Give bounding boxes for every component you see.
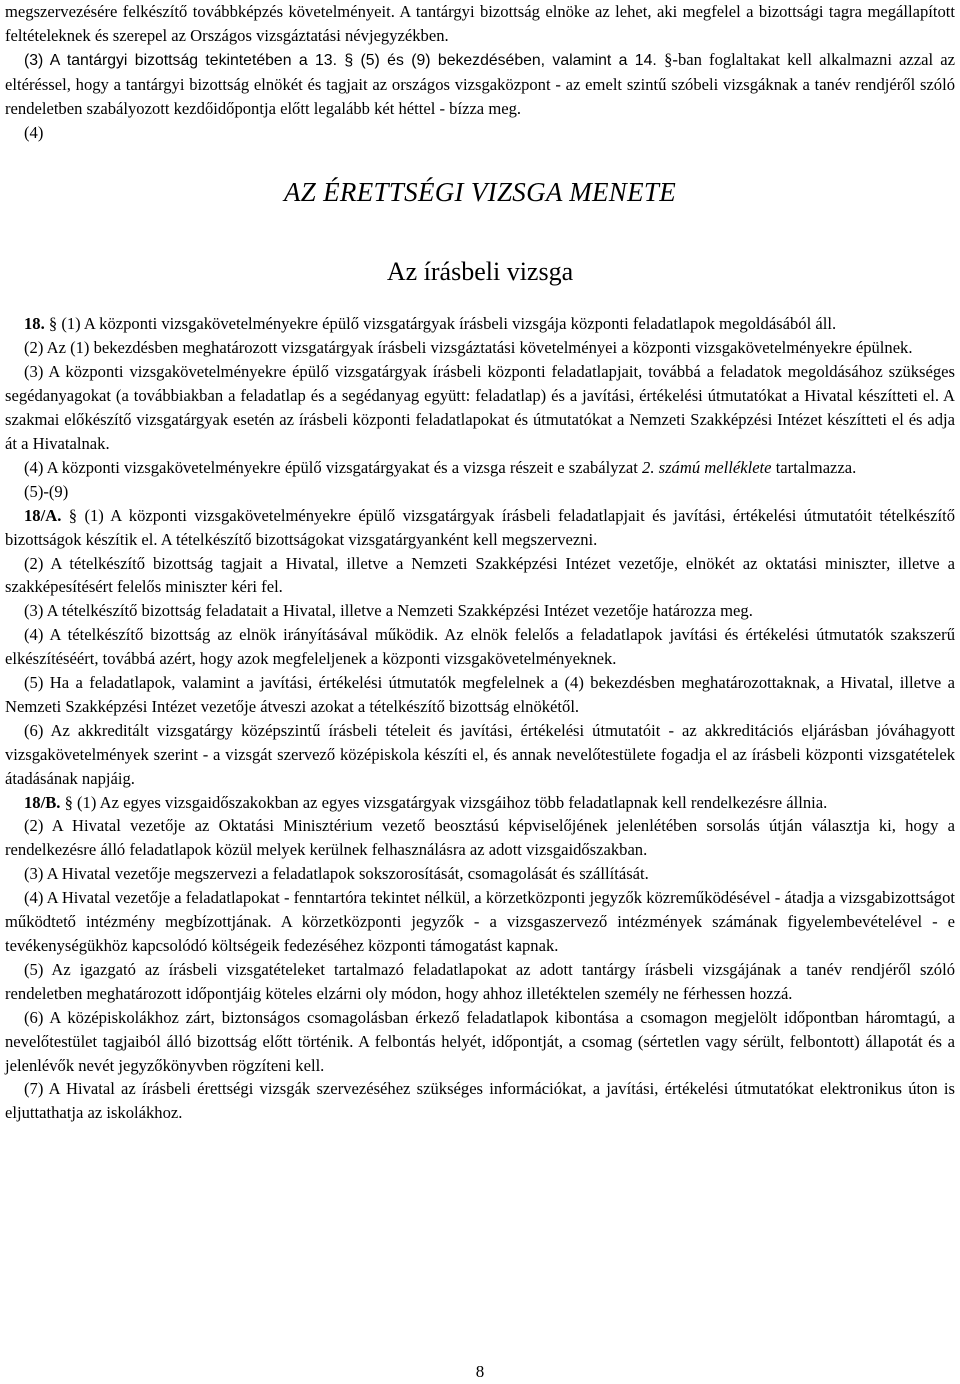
paragraph-text-sans: (3) A tantárgyi bizottság tekintetében a 13. § (5) és (9) bekezdésében, valamint a 14. bbox=[24, 51, 665, 69]
paragraph-text: (4) bbox=[24, 122, 44, 142]
section-title: AZ ÉRETTSÉGI VIZSGA MENETE bbox=[283, 177, 677, 208]
paragraph-text: (2) A Hivatal vezetője az Oktatási Minisztérium vezető beosztású képviselőjének jelenlétében sorsolás útján választja ki, hogy a rendelkezésre álló feladatlapok közül melyek kerülnek felhasználásra az adott vizsgaidőszakban. bbox=[5, 816, 955, 860]
section-18b-paragraph-4 bbox=[5, 886, 955, 958]
paragraph-text: (5) Ha a feladatlapok, valamint a javítási, értékelési útmutatók megfelelnek a (4) bekezdésben meghatározottaknak, a Hivatal, illetve a Nemzeti Szakképzési Intézet vezetője átveszi azokat a tételkészítő bizottság elnökétől. bbox=[5, 673, 955, 716]
paragraph-text: (4) A Hivatal vezetője a feladatlapokat - fenntartóra tekintet nélkül, a körzetközponti jegyzők közreműködésével - átadja a vizsgabizottságot működtető intézmény megbízottjának. A körzetközponti jegyzők - a vizsgaszervező intézmények számának figyelembevételével - e tevékenységükhöz kapcsolódó költségeik fedezéséhez központi támogatást kapnak. bbox=[5, 888, 955, 955]
paragraph-text: (6) A középiskolákhoz zárt, biztonságos csomagolásban érkező feladatlapok kibontása a csomagon megjelölt időpontban háromtagú, a nevelőtestület tagjaiból álló bizottság előtt történik. A felbontás helyét, időpontját, a csomag (sértetlen vagy sérült, felbontott) állapotát és a jelenlévők nevét jegyzőkönyvben rögzíteni kell. bbox=[5, 1007, 955, 1075]
section-18-paragraph-2 bbox=[5, 336, 955, 360]
paragraph-text: (3) A tételkészítő bizottság feladatait a Hivatal, illetve a Nemzeti Szakképzési Intézet vezetője határozza meg. bbox=[24, 601, 753, 621]
section-18b-paragraph-1 bbox=[5, 791, 955, 815]
section-18b-paragraph-3 bbox=[5, 862, 955, 886]
annex-reference: 2. számú melléklete bbox=[642, 457, 772, 477]
page-number: 8 bbox=[475, 1362, 485, 1381]
section-18b-paragraph-7 bbox=[5, 1077, 955, 1125]
paragraph-text: tartalmazza. bbox=[771, 457, 857, 477]
section-18b-paragraph-6 bbox=[5, 1006, 955, 1078]
paragraph-intro bbox=[5, 0, 955, 48]
section-18-paragraph-3 bbox=[5, 360, 955, 456]
paragraph-text: § (1) Az egyes vizsgaidőszakokban az egyes vizsgatárgyak vizsgáihoz több feladatlapnak kell rendelkezésre állnia. bbox=[60, 792, 828, 812]
section-number: 18. bbox=[24, 314, 45, 334]
paragraph-text: (7) A Hivatal az írásbeli érettségi vizsgák szervezéséhez szükséges információkat, a javítási, értékelési útmutatókat elektronikus úton is eljuttathatja az iskolákhoz. bbox=[5, 1079, 955, 1123]
section-18a-paragraph-1 bbox=[5, 504, 955, 552]
section-number: 18/A. bbox=[24, 505, 62, 525]
paragraph-text: (4) A központi vizsgakövetelményekre épülő vizsgatárgyakat és a vizsga részeit e szabályzat bbox=[24, 457, 643, 477]
paragraph-text: (5)-(9) bbox=[24, 481, 69, 501]
section-18a-paragraph-2 bbox=[5, 552, 955, 600]
paragraph-text: (2) A tételkészítő bizottság tagjait a Hivatal, illetve a Nemzeti Szakképzési Intézet vezetője, elnökét az oktatási miniszter, illetve a szakképesítésért felelős miniszter kéri fel. bbox=[5, 553, 955, 597]
paragraph-text: (4) A tételkészítő bizottság az elnök irányításával működik. Az elnök felelős a feladatlapok javítási és értékelési útmutatók szakszerű elkészítéséért, továbbá azért, hogy azok megfeleljenek a központi vizsgakövetelményeknek. bbox=[5, 625, 955, 669]
document-page bbox=[5, 0, 955, 1125]
paragraph-4 bbox=[5, 121, 955, 145]
section-18b-paragraph-5 bbox=[5, 958, 955, 1006]
section-18a-paragraph-5 bbox=[5, 671, 955, 719]
paragraph-text: (3) A Hivatal vezetője megszervezi a feladatlapok sokszorosítását, csomagolását és szállítását. bbox=[24, 864, 649, 884]
paragraph-text: § (1) A központi vizsgakövetelményekre épülő vizsgatárgyak írásbeli vizsgája központi feladatlapok megoldásából áll. bbox=[44, 314, 837, 334]
paragraph-text: (6) Az akkreditált vizsgatárgy középszintű írásbeli tételeit és javítási, értékelési útmutatóit - az akkreditációs eljárásban jóváhagyott vizsgakövetelmények szerint - a vizsgát szervező középiskola készíti el, és annak nevelőtestülete fogadja el az írásbeli központi vizsgatételek átadásának napjáig. bbox=[5, 720, 955, 788]
section-18-paragraph-5 bbox=[5, 480, 955, 504]
paragraph-text: (2) Az (1) bekezdésben meghatározott vizsgatárgyak írásbeli vizsgáztatási követelményei a központi vizsgakövetelményekre épülnek. bbox=[24, 338, 913, 358]
section-number: 18/B. bbox=[24, 792, 61, 812]
section-18a-paragraph-3 bbox=[5, 599, 955, 623]
section-18b-paragraph-2 bbox=[5, 814, 955, 862]
section-18-paragraph-4 bbox=[5, 456, 955, 480]
section-18a-paragraph-4 bbox=[5, 623, 955, 671]
section-18a-paragraph-6 bbox=[5, 719, 955, 791]
paragraph-text: (3) A központi vizsgakövetelményekre épülő vizsgatárgyak írásbeli központi feladatlapjait, továbbá a feladatok megoldásához szükséges segédanyagokat (a továbbiakban a feladatlap és a segédanyag együtt: feladatlap) és a javítási, értékelési útmutatókat a Hivatal készítteti el. A szakmai előkészítő vizsgatárgyak esetén az írásbeli központi feladatlapokat és útmutatókat a Nemzeti Szakképzési Intézet készítteti el és adja át a Hivatalnak. bbox=[5, 362, 955, 453]
paragraph-3 bbox=[5, 48, 955, 121]
section-subtitle: Az írásbeli vizsga bbox=[386, 257, 574, 287]
section-18-paragraph-1 bbox=[5, 312, 955, 336]
paragraph-text: megszervezésére felkészítő továbbképzés követelményeit. A tantárgyi bizottság elnöke az lehet, aki megfelel a bizottsági tagra megállapított feltételeknek és szerepel az Országos vizsgáztatási névjegyzékben. bbox=[5, 2, 955, 45]
paragraph-text: § (1) A központi vizsgakövetelményekre épülő vizsgatárgyak írásbeli feladatlapjait és javítási, értékelési útmutatóit tételkészítő bizottságok készítik el. A tételkészítő bizottságokat vizsgatárgyanként kell megszervezni. bbox=[5, 505, 955, 549]
paragraph-text: (5) Az igazgató az írásbeli vizsgatételeket tartalmazó feladatlapokat az adott tantárgy írásbeli vizsgájának a tanév rendjéről szóló rendeletben meghatározott időpontjáig köteles elzárni oly módon, hogy ahhoz illetéktelen személy ne férhessen hozzá. bbox=[5, 959, 955, 1003]
paragraph-text: §-ban foglaltakat kell alkalmazni azzal az eltéréssel, hogy a tantárgyi bizottság elnökét és tagjait az országos vizsgaközpont - az emelt szintű szóbeli vizsgáknak a tanév rendjéről szóló rendeletben szabályozott kezdőidőpontja előtt legalább két héttel - bízza meg. bbox=[5, 49, 955, 118]
